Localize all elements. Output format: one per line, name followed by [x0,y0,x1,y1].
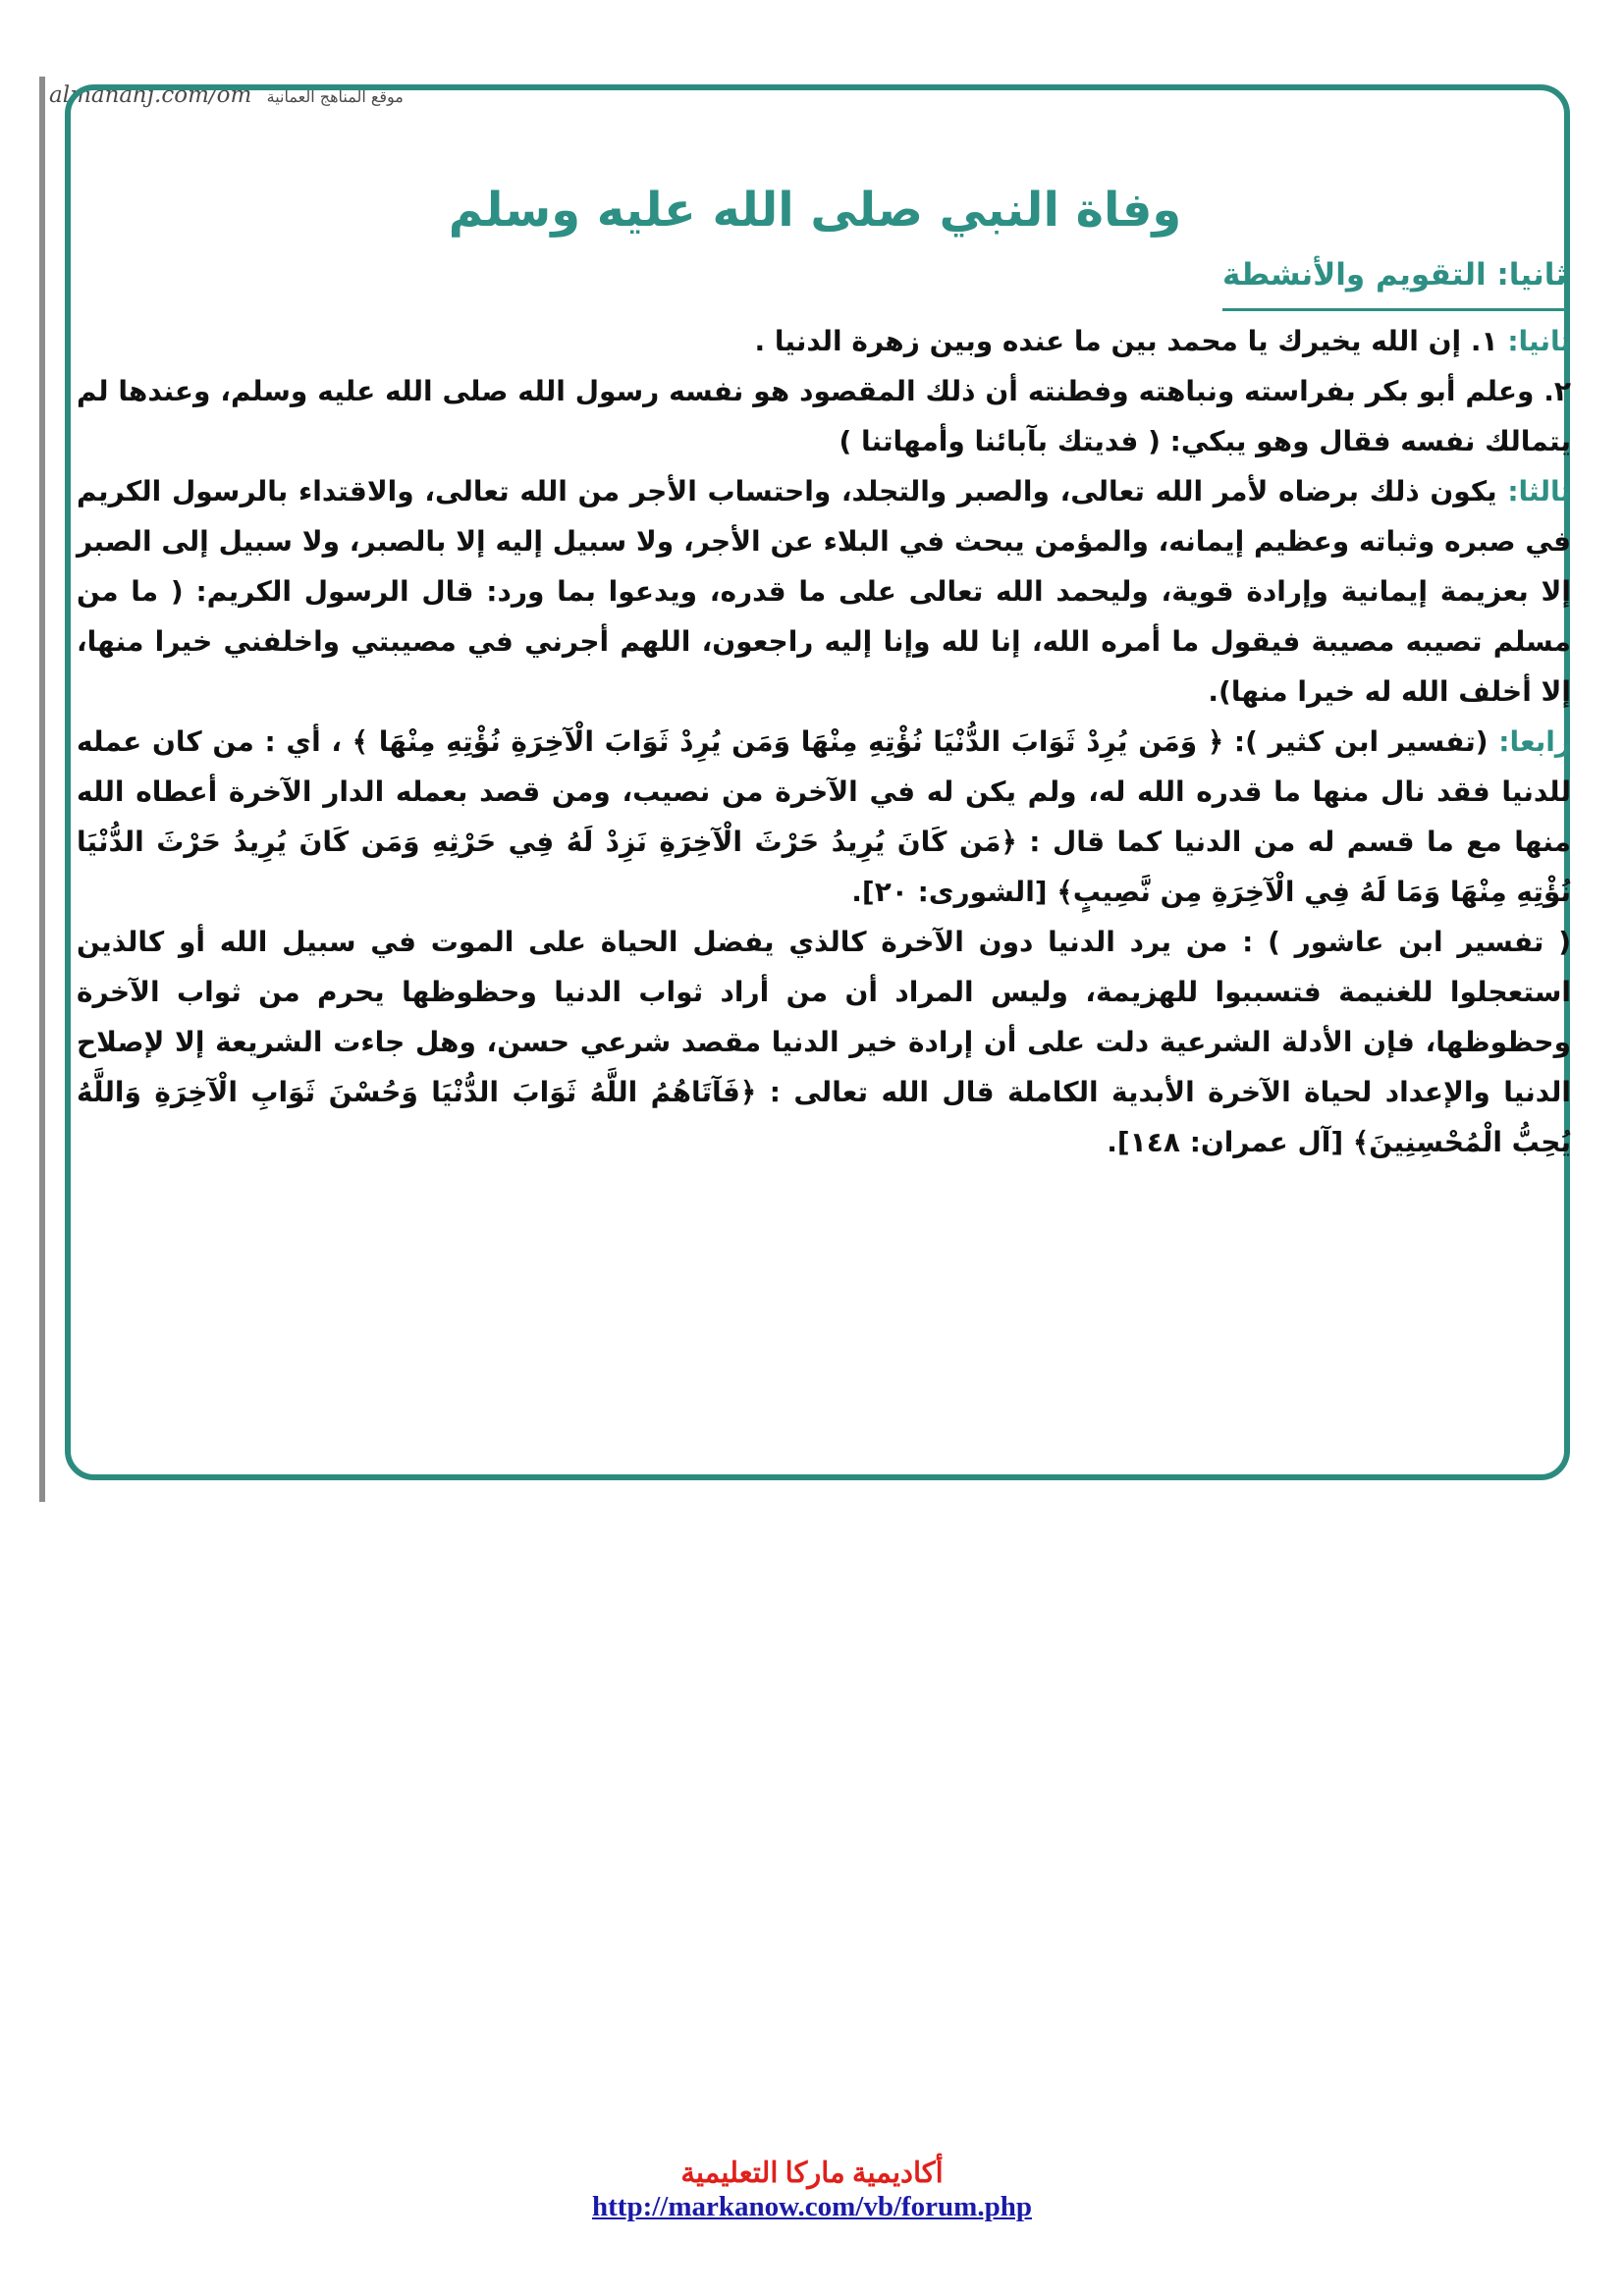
paragraph-text: ٢. وعلم أبو بكر بفراسته ونباهته وفطنته أن ذلك المقصود هو نفسه رسول الله صلى الله عليه وسلم، وعندها لم يتمالك نفسه فقال وهو يبكي: ( فديتك بآبائنا وأمهاتنا ) [77,375,1571,457]
paragraph-label: ثانيا: [1507,325,1571,357]
paragraph-label: رابعا: [1498,725,1571,758]
answer-paragraph-2 [77,316,1571,366]
paragraph-label: ثالثا: [1507,475,1571,507]
section-heading: ثانيا: التقويم والأنشطة [1222,257,1567,311]
footer-academy-name: أكاديمية ماركا التعليمية [680,2158,944,2189]
paragraph-text: يكون ذلك برضاه لأمر الله تعالى، والصبر والتجلد، واحتساب الأجر من الله تعالى، والاقتداء بالرسول الكريم في صبره وثباته وعظيم إيمانه، والمؤمن يبحث في البلاء عن الأجر، ولا سبيل إليه إلا بالصبر، ولا سبيل إلى الصبر إلا بعزيمة إيمانية وإرادة قوية، وليحمد الله تعالى على ما قدره، ويدعوا بما ورد: قال الرسول الكريم: ( ما من مسلم تصيبه مصيبة فيقول ما أمره الله، إنا لله وإنا إليه راجعون، اللهم أجرني في مصيبتي واخلفني خيرا منها، إلا أخلف الله له خيرا منها). [77,475,1571,708]
watermark-site-name: موقع المناهج العمانية [266,87,404,106]
watermark-url: almanahj.com/om [49,82,252,108]
paragraph-text: ١. إن الله يخيرك يا محمد بين ما عنده وبين زهرة الدنيا . [754,325,1508,357]
paragraph-text: (تفسير ابن كثير ): ﴿ وَمَن يُرِدْ ثَوَابَ الدُّنْيَا نُؤْتِهِ مِنْهَا وَمَن يُرِدْ ثَوَابَ الْآخِرَةِ نُؤْتِهِ مِنْهَا ﴾ ، أي : من كان عمله للدنيا فقد نال منها ما قدره الله له، ولم يكن له في الآخرة من نصيب، ومن قصد بعمله الدار الآخرة أعطاه الله منها مع ما قسم له من الدنيا كما قال : ﴿مَن كَانَ يُرِيدُ حَرْثَ الْآخِرَةِ نَزِدْ لَهُ فِي حَرْثِهِ وَمَن كَانَ يُرِيدُ حَرْثَ الدُّنْيَا نُؤْتِهِ مِنْهَا وَمَا لَهُ فِي الْآخِرَةِ مِن نَّصِيبٍ﴾ [الشورى: ٢٠]. [77,725,1571,908]
page-title: وفاة النبي صلى الله عليه وسلم [448,183,1182,238]
lesson-body [77,316,1571,1396]
paragraph-text: ( تفسير ابن عاشور ) : من يرد الدنيا دون الآخرة كالذي يفضل الحياة على الموت في سبيل الله أو كالذين استعجلوا للغنيمة فتسببوا للهزيمة، وليس المراد أن من أراد ثواب الدنيا وحظوظها يحرم من ثواب الآخرة وحظوظها، فإن الأدلة الشرعية دلت على أن إرادة خير الدنيا مقصد شرعي حسن، وهل جاءت الشريعة إلا لإصلاح الدنيا والإعداد لحياة الآخرة الأبدية الكاملة قال الله تعالى : ﴿فَآتَاهُمُ اللَّهُ ثَوَابَ الدُّنْيَا وَحُسْنَ ثَوَابِ الْآخِرَةِ وَاللَّهُ يُحِبُّ الْمُحْسِنِينَ﴾ [آل عمران: ١٤٨]. [77,926,1571,1158]
answer-paragraph-3 [77,466,1571,717]
left-margin-rule [39,77,45,1502]
answer-paragraph-4 [77,717,1571,917]
answer-paragraph-2b [77,366,1571,466]
footer-forum-link[interactable]: http://markanow.com/vb/forum.php [592,2191,1032,2222]
answer-paragraph-4b [77,917,1571,1167]
